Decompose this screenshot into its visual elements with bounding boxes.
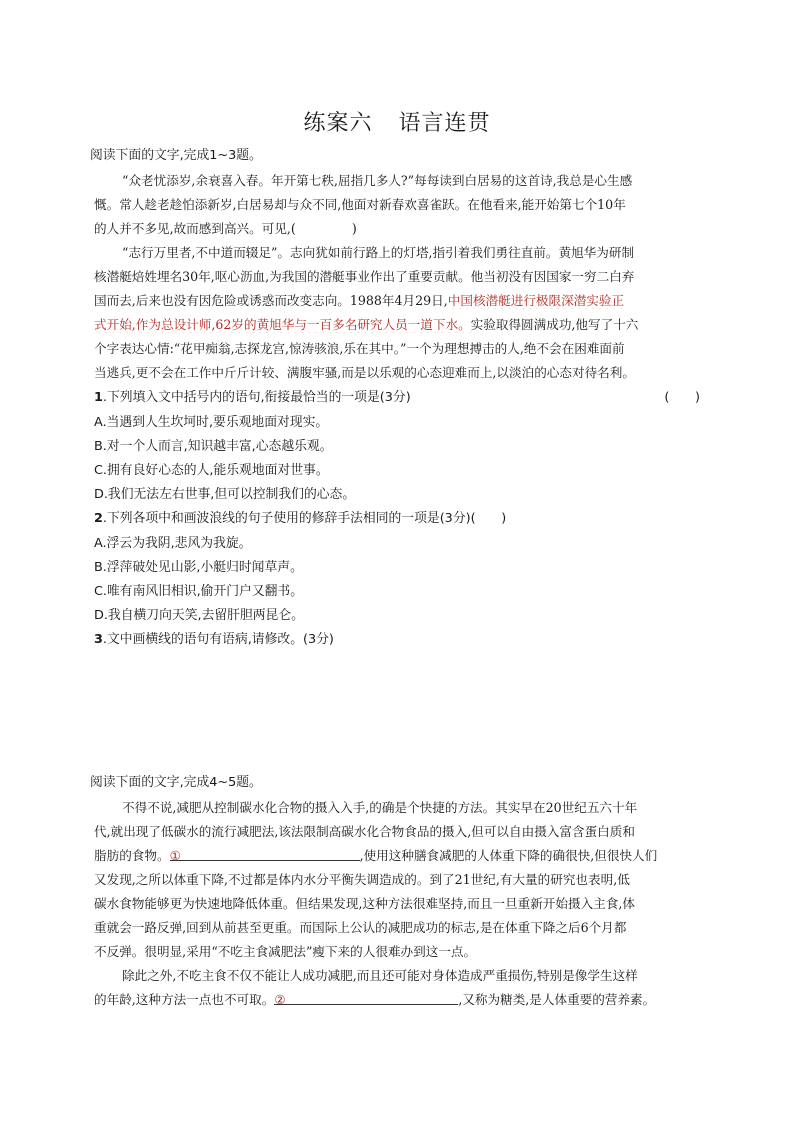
passage2-line: 核潜艇焙姓埋名30年,呕心沥血,为我国的潜艇事业作出了重要贡献。他当初没有因国家一穷二白弃 (94, 269, 635, 284)
passage3-line: 重就会一路反弹,回到从前甚至更重。而国际上公认的减肥成功的标志,是在体重下降之后6个月都 (94, 920, 627, 935)
q2-option-d: D.我自横刀向天笑,去留肝胆两昆仑。 (94, 608, 304, 623)
passage1-line: “众老忧添岁,余衰喜入春。年开第七秩,屈指几多人?”每每读到白居易的这首诗,我总是心生感 (122, 173, 633, 188)
passage3-text: ,使用这种膳食减肥的人体重下降的确很快,但很快人们 (359, 848, 658, 863)
q2-option-b: B.浮萍破处见山影,小艇归时闻草声。 (94, 560, 303, 575)
q1-option-b: B.对一个人而言,知识越丰富,心态越乐观。 (94, 439, 333, 454)
passage4-line: 除此之外,不吃主食不仅不能让人成功减肥,而且还可能对身体造成严重损伤,特别是像学生这样 (122, 968, 638, 983)
q2-option-c: C.唯有南风旧相识,偷开门户又翻书。 (94, 584, 304, 599)
title-part2: 语言连贯 (398, 111, 491, 136)
question-3 (94, 632, 700, 648)
passage2-line: 当逃兵,更不会在工作中斤斤计较、满腹牢骚,而是以乐观的心态迎难而上,以淡泊的心态对待名利。 (94, 365, 635, 380)
passage4-blank2-line (94, 992, 700, 1008)
q2-option-a: A.浮云为我阴,悲风为我旋。 (94, 536, 252, 551)
passage4-text: ,又称为糖类,是人体重要的营养素。 (458, 992, 656, 1007)
answer-blank-1[interactable] (170, 848, 360, 861)
passage3-line: 不得不说,减肥从控制碳水化合物的摄入入手,的确是个快捷的方法。其实早在20世纪五六十年 (122, 800, 638, 815)
passage2-line: 个字表达心情:“花甲痴翁,志探龙宫,惊涛骇浪,乐在其中。”一个为理想搏击的人,绝不会在困难面前 (94, 341, 625, 356)
passage2-line (94, 317, 700, 333)
wavy-underlined-sentence: 中国核潜艇进行极限深潜实验正 (447, 293, 625, 308)
question-text: .下列填入文中括号内的语句,衔接最恰当的一项是(3分) (102, 390, 411, 405)
answer-paren-close: ) (351, 221, 357, 236)
question-number: 3 (94, 632, 103, 647)
wavy-underlined-sentence: 式开始,作为总设计师,62岁的黄旭华与一百多名研究人员一道下水。 (94, 317, 471, 332)
question-text: .文中画横线的语句有语病,请修改。(3分) (102, 632, 334, 647)
passage3-line: 又发现,之所以体重下降,不过都是体内水分平衡失调造成的。到了21世纪,有大量的研究也表明,低 (94, 872, 630, 887)
passage3-line: 代,就出现了低碳水的流行减肥法,该法限制高碳水化合物食品的摄入,但可以自由摄入富含蛋白质和 (94, 824, 635, 839)
passage2-line: “志行万里者,不中道而辍足”。志向犹如前行路上的灯塔,指引着我们勇往直前。黄旭华为研制 (122, 245, 635, 260)
section1-intro: 阅读下面的文字,完成1~3题。 (90, 148, 262, 163)
q1-option-d: D.我们无法左右世事,但可以控制我们的心态。 (94, 487, 356, 502)
blank-marker-1: ① (169, 848, 181, 863)
answer-paren: ( ) (664, 390, 700, 405)
question-1 (94, 390, 700, 406)
question-number: 2 (94, 511, 103, 526)
passage2-text: 国而去,后来也没有因危险或诱惑而改变志向。1988年4月29日, (94, 293, 448, 308)
passage3-text: 脂肪的食物。 (94, 848, 170, 863)
passage3-blank1-line (94, 848, 700, 864)
page-title (0, 106, 794, 137)
passage2-line (94, 293, 700, 309)
q1-option-a: A.当遇到人生坎坷时,要乐观地面对现实。 (94, 415, 329, 430)
passage1-line: 慨。常人趁老趁怕添新岁,白居易却与众不同,他面对新春欢喜雀跃。在他看来,能开始第七个10年 (94, 197, 626, 212)
question-number: 1 (94, 390, 103, 405)
passage2-text: 实验取得圆满成功,他写了十六 (470, 317, 639, 332)
passage4-text: 的年龄,这种方法一点也不可取。 (94, 992, 275, 1007)
blank-marker-2: ② (274, 992, 286, 1007)
passage1-line: 的人并不多见,故而感到高兴。可见,( (94, 221, 296, 236)
title-part1: 练案六 (303, 111, 373, 136)
q1-option-c: C.拥有良好心态的人,能乐观地面对世事。 (94, 463, 329, 478)
passage1-blank-line (94, 221, 700, 237)
section2-intro: 阅读下面的文字,完成4~5题。 (90, 775, 262, 790)
answer-blank-2[interactable] (274, 992, 458, 1005)
passage3-line: 碳水食物能够更为快速地降低体重。但结果发现,这种方法很难坚持,而且一旦重新开始摄入主食,体 (94, 896, 635, 911)
question-text: .下列各项中和画波浪线的句子使用的修辞手法相同的一项是(3分)( ) (102, 511, 507, 526)
question-2 (94, 511, 700, 527)
passage3-line: 不反弹。很明显,采用“不吃主食减肥法”瘦下来的人很难办到这一点。 (94, 944, 477, 959)
